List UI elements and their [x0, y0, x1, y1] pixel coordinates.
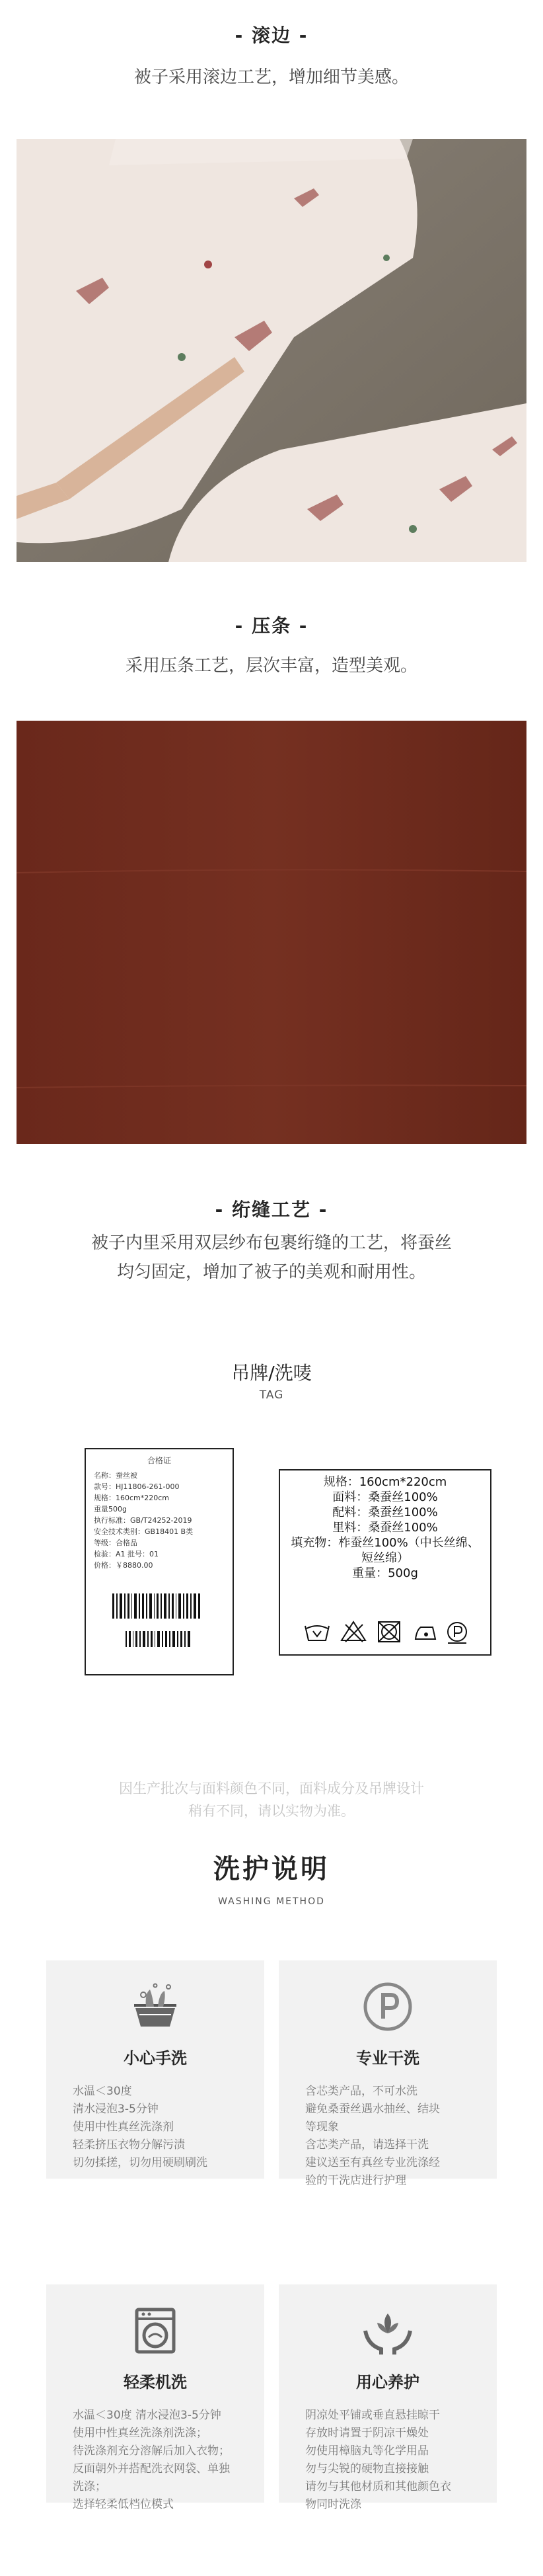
care-line: 避免桑蚕丝遇水抽丝、结块	[305, 2103, 440, 2116]
wash-label-rows	[287, 1474, 484, 1581]
seam-section-desc	[0, 1228, 543, 1287]
hang-tag-header: 合格证	[147, 1456, 171, 1465]
care-line: 使用中性真丝洗涤剂洗涤；	[73, 2427, 207, 2440]
care-line: 含芯类产品，请选择干洗	[305, 2138, 429, 2152]
press-section-desc: 采用压条工艺，层次丰富，造型美观。	[125, 656, 417, 676]
care-card-lines	[305, 2407, 484, 2514]
care-line: 建议送至有真丝专业洗涤经	[305, 2156, 440, 2169]
hang-tag-row: 安全技术类别：GB18401 B类	[94, 1527, 194, 1536]
small-barcode-icon	[126, 1631, 192, 1651]
wash-label-row: 填充物：柞蚕丝100%（中长丝绵、	[291, 1536, 480, 1550]
hang-tag-rows	[94, 1470, 233, 1571]
care-line: 请勿与其他材质和其他颜色衣	[305, 2480, 451, 2493]
care-line: 等现象	[305, 2120, 339, 2134]
care-line: 待洗涤剂充分溶解后加入衣物；	[73, 2444, 230, 2458]
no-bleach-icon	[342, 1622, 365, 1642]
care-card-dry-clean	[279, 1960, 497, 2187]
hang-tag-row: 款号：HJ11806-261-000	[94, 1482, 180, 1491]
care-line: 轻柔挤压衣物分解污渍	[73, 2138, 185, 2152]
care-line: 水温＜30度	[73, 2085, 132, 2098]
care-card-maintenance	[279, 2284, 497, 2511]
hang-tag-row: 执行标准：GB/T24252-2019	[94, 1516, 192, 1525]
seam-section-title: - 绗缝工艺 -	[215, 1199, 328, 1221]
wash-label	[279, 1469, 491, 1656]
tag-note-line: 因生产批次与面料颜色不同，面料成分及吊牌设计	[119, 1781, 424, 1796]
seam-desc-line: 被子内里采用双层纱布包裹绗缝的工艺，将蚕丝	[90, 1233, 452, 1253]
tag-section-title: 吊牌/洗唛	[231, 1362, 312, 1384]
care-card-title: 轻柔机洗	[124, 2373, 187, 2392]
hang-tag-row: 重量500g	[94, 1505, 127, 1513]
care-line: 阴凉处平铺或垂直悬挂晾干	[305, 2409, 440, 2422]
edge-section-desc: 被子采用滚边工艺，增加细节美感。	[133, 67, 409, 87]
care-line: 勿与尖锐的硬物直接接触	[305, 2462, 429, 2475]
care-card-title: 小心手洗	[124, 2049, 187, 2068]
care-line: 选择轻柔低档位模式	[73, 2498, 174, 2511]
wash-label-row: 重量：500g	[352, 1566, 418, 1580]
care-symbols	[304, 1619, 469, 1646]
care-subtitle: WASHING METHOD	[218, 1896, 325, 1907]
tag-section-subtitle: TAG	[259, 1389, 284, 1402]
tag-note-line: 稍有不同，请以实物为准。	[188, 1803, 355, 1819]
care-line: 物同时洗涤	[305, 2498, 361, 2511]
care-line: 水温＜30度 清水浸泡3-5分钟	[73, 2409, 221, 2422]
tag-note	[0, 1777, 543, 1822]
hang-tag-row: 价格：￥8880.00	[94, 1561, 153, 1570]
hand-wash-icon	[305, 1626, 329, 1640]
wash-label-row: 配料：桑蚕丝100%	[332, 1506, 438, 1519]
care-card-lines	[73, 2083, 251, 2172]
hang-tag-row: 名称：蚕丝被	[94, 1471, 137, 1480]
care-line: 切勿揉搓，切勿用硬刷刷洗	[73, 2156, 207, 2169]
wash-label-row: 面料：桑蚕丝100%	[332, 1490, 438, 1504]
iron-low-icon	[416, 1627, 435, 1639]
care-card-lines	[73, 2407, 251, 2514]
care-card-machine-wash	[46, 2284, 264, 2511]
edge-section-title: - 滚边 -	[235, 24, 308, 46]
care-line: 含芯类产品，不可水洗	[305, 2085, 417, 2098]
dry-clean-icon	[361, 1980, 414, 2033]
hang-tag	[85, 1448, 234, 1675]
seam-desc-line: 均匀固定，增加了被子的美观和耐用性。	[116, 1262, 426, 1282]
press-detail-photo	[17, 721, 526, 1144]
care-line: 验的干洗店进行护理	[305, 2174, 406, 2187]
hang-tag-row: 规格：160cm*220cm	[94, 1494, 170, 1502]
care-line: 洗涤；	[73, 2480, 106, 2493]
care-line: 反面朝外并搭配洗衣网袋、单独	[73, 2462, 230, 2475]
care-line: 勿使用樟脑丸等化学用品	[305, 2444, 429, 2458]
care-card-title: 专业干洗	[356, 2049, 419, 2068]
care-card-hand-wash	[46, 1960, 264, 2179]
care-card-title: 用心养护	[356, 2373, 419, 2392]
no-tumble-dry-icon	[379, 1622, 400, 1642]
wash-label-row: 里料：桑蚕丝100%	[332, 1521, 438, 1535]
care-line: 清水浸泡3-5分钟	[73, 2103, 159, 2116]
wash-label-row: 规格：160cm*220cm	[323, 1475, 447, 1489]
wash-label-row: 短丝绵）	[361, 1551, 409, 1565]
hang-tag-row: 等级：合格品	[94, 1539, 137, 1547]
dry-clean-p-icon	[448, 1623, 466, 1643]
care-title: 洗护说明	[213, 1854, 330, 1884]
press-section-title: - 压条 -	[235, 615, 308, 637]
care-hands-icon	[361, 2304, 414, 2357]
barcode-icon	[112, 1593, 205, 1623]
edge-detail-photo	[17, 139, 526, 562]
hang-tag-row: 检验：A1 批号：01	[94, 1550, 159, 1558]
hand-wash-basin-icon	[129, 1980, 182, 2033]
care-line: 使用中性真丝洗涤剂	[73, 2120, 174, 2134]
care-line: 存放时请置于阴凉干燥处	[305, 2427, 429, 2440]
care-card-lines	[305, 2083, 484, 2190]
washing-machine-icon	[129, 2304, 182, 2357]
